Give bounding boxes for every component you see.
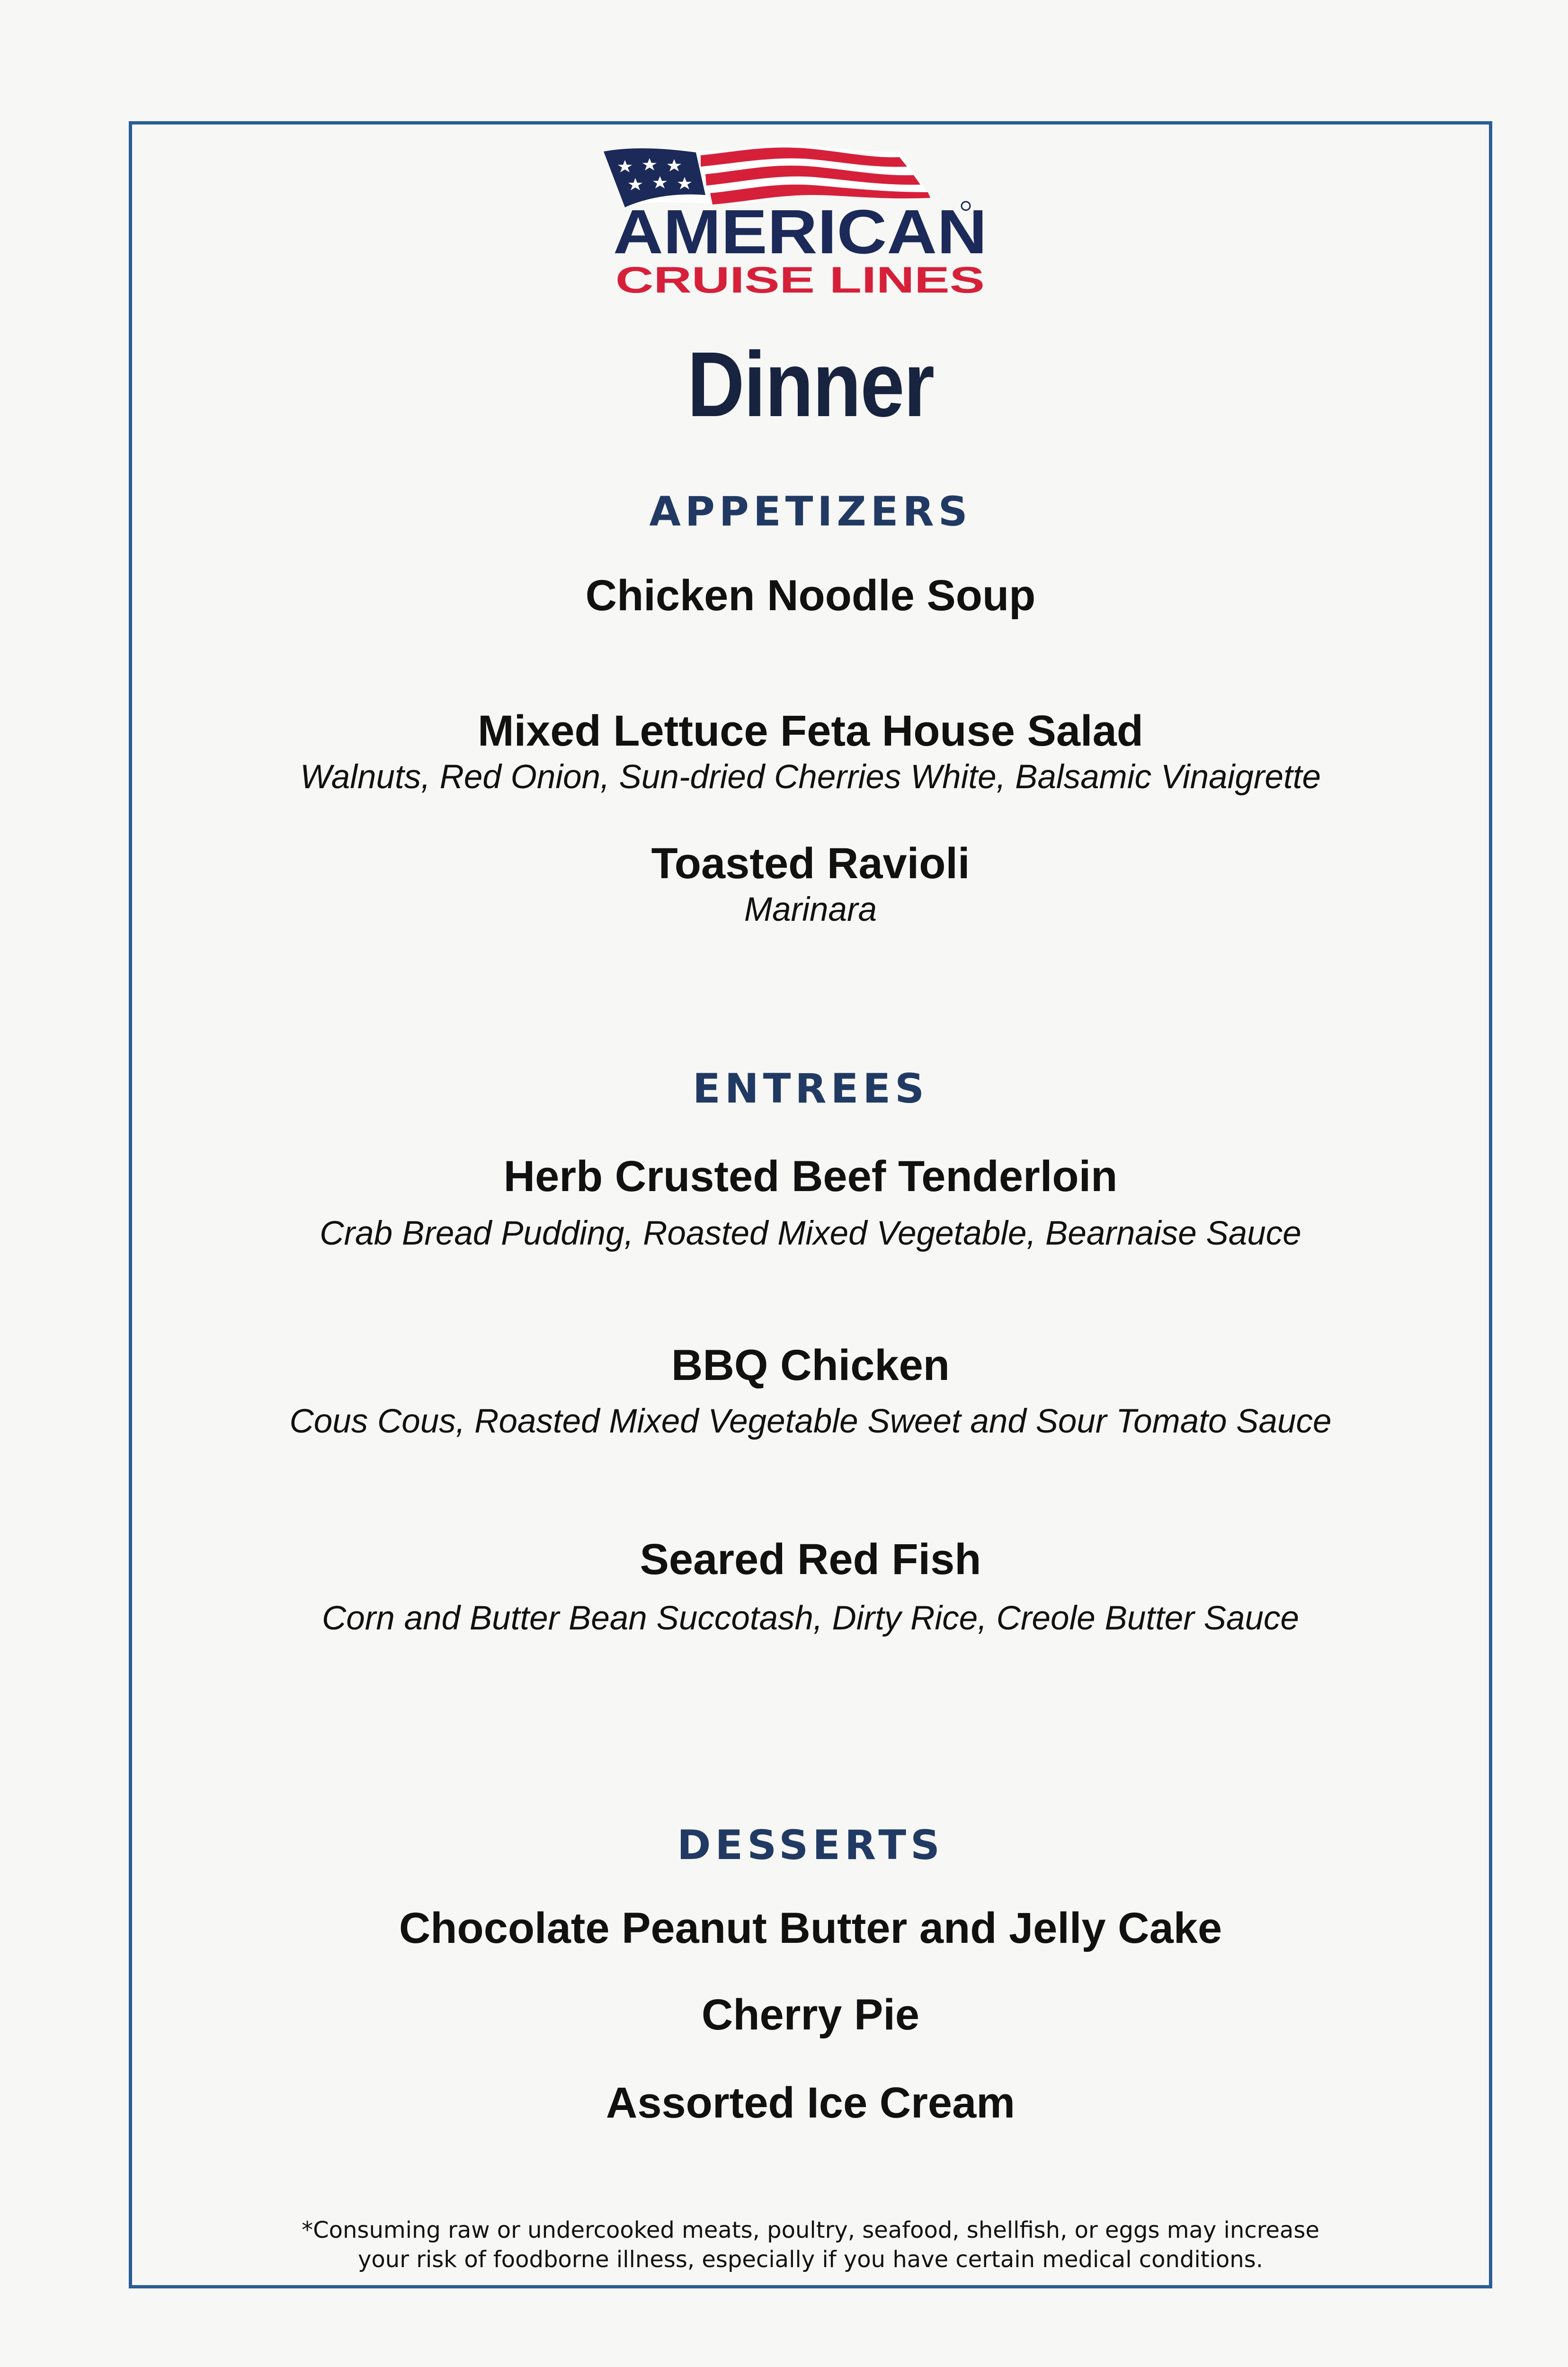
menu-item-name: Assorted Ice Cream — [606, 2079, 1016, 2127]
section-heading-desserts: DESSERTS — [677, 1822, 944, 1869]
flag-icon — [597, 142, 1004, 303]
disclaimer-line-1: *Consuming raw or undercooked meats, poultry, seafood, shellfish, or eggs may increase — [302, 2217, 1319, 2243]
svg-text:AMERICAN: AMERICAN — [613, 197, 987, 267]
menu-item-name: BBQ Chicken — [671, 1341, 950, 1389]
menu-item-name: Chicken Noodle Soup — [585, 571, 1036, 620]
menu-item-name: Herb Crusted Beef Tenderloin — [503, 1152, 1118, 1201]
menu-item-name: Mixed Lettuce Feta House Salad — [478, 707, 1143, 755]
svg-text:CRUISE LINES: CRUISE LINES — [615, 259, 985, 301]
menu-item-description: Corn and Butter Bean Succotash, Dirty Rice, Creole Butter Sauce — [322, 1600, 1299, 1637]
menu-item-name: Seared Red Fish — [640, 1535, 981, 1584]
disclaimer-line-2: your risk of foodborne illness, especially if you have certain medical conditions. — [358, 2246, 1263, 2273]
section-heading-entrees: ENTREES — [692, 1065, 929, 1112]
menu-item-name: Chocolate Peanut Butter and Jelly Cake — [399, 1904, 1222, 1952]
section-heading-appetizers: APPETIZERS — [649, 488, 972, 535]
menu-item-description: Cous Cous, Roasted Mixed Vegetable Sweet and Sour Tomato Sauce — [289, 1403, 1332, 1440]
menu-item-name: Cherry Pie — [701, 1991, 920, 2039]
menu-border — [129, 121, 1492, 2288]
menu-item-name: Toasted Ravioli — [651, 839, 970, 888]
menu-item-description: Crab Bread Pudding, Roasted Mixed Vegetable, Bearnaise Sauce — [320, 1215, 1301, 1252]
food-safety-disclaimer — [129, 2216, 1492, 2275]
american-cruise-lines-logo — [597, 142, 1004, 303]
menu-title: Dinner — [687, 333, 934, 436]
menu-item-description: Marinara — [744, 891, 877, 928]
menu-item-description: Walnuts, Red Onion, Sun-dried Cherries White, Balsamic Vinaigrette — [300, 758, 1321, 796]
